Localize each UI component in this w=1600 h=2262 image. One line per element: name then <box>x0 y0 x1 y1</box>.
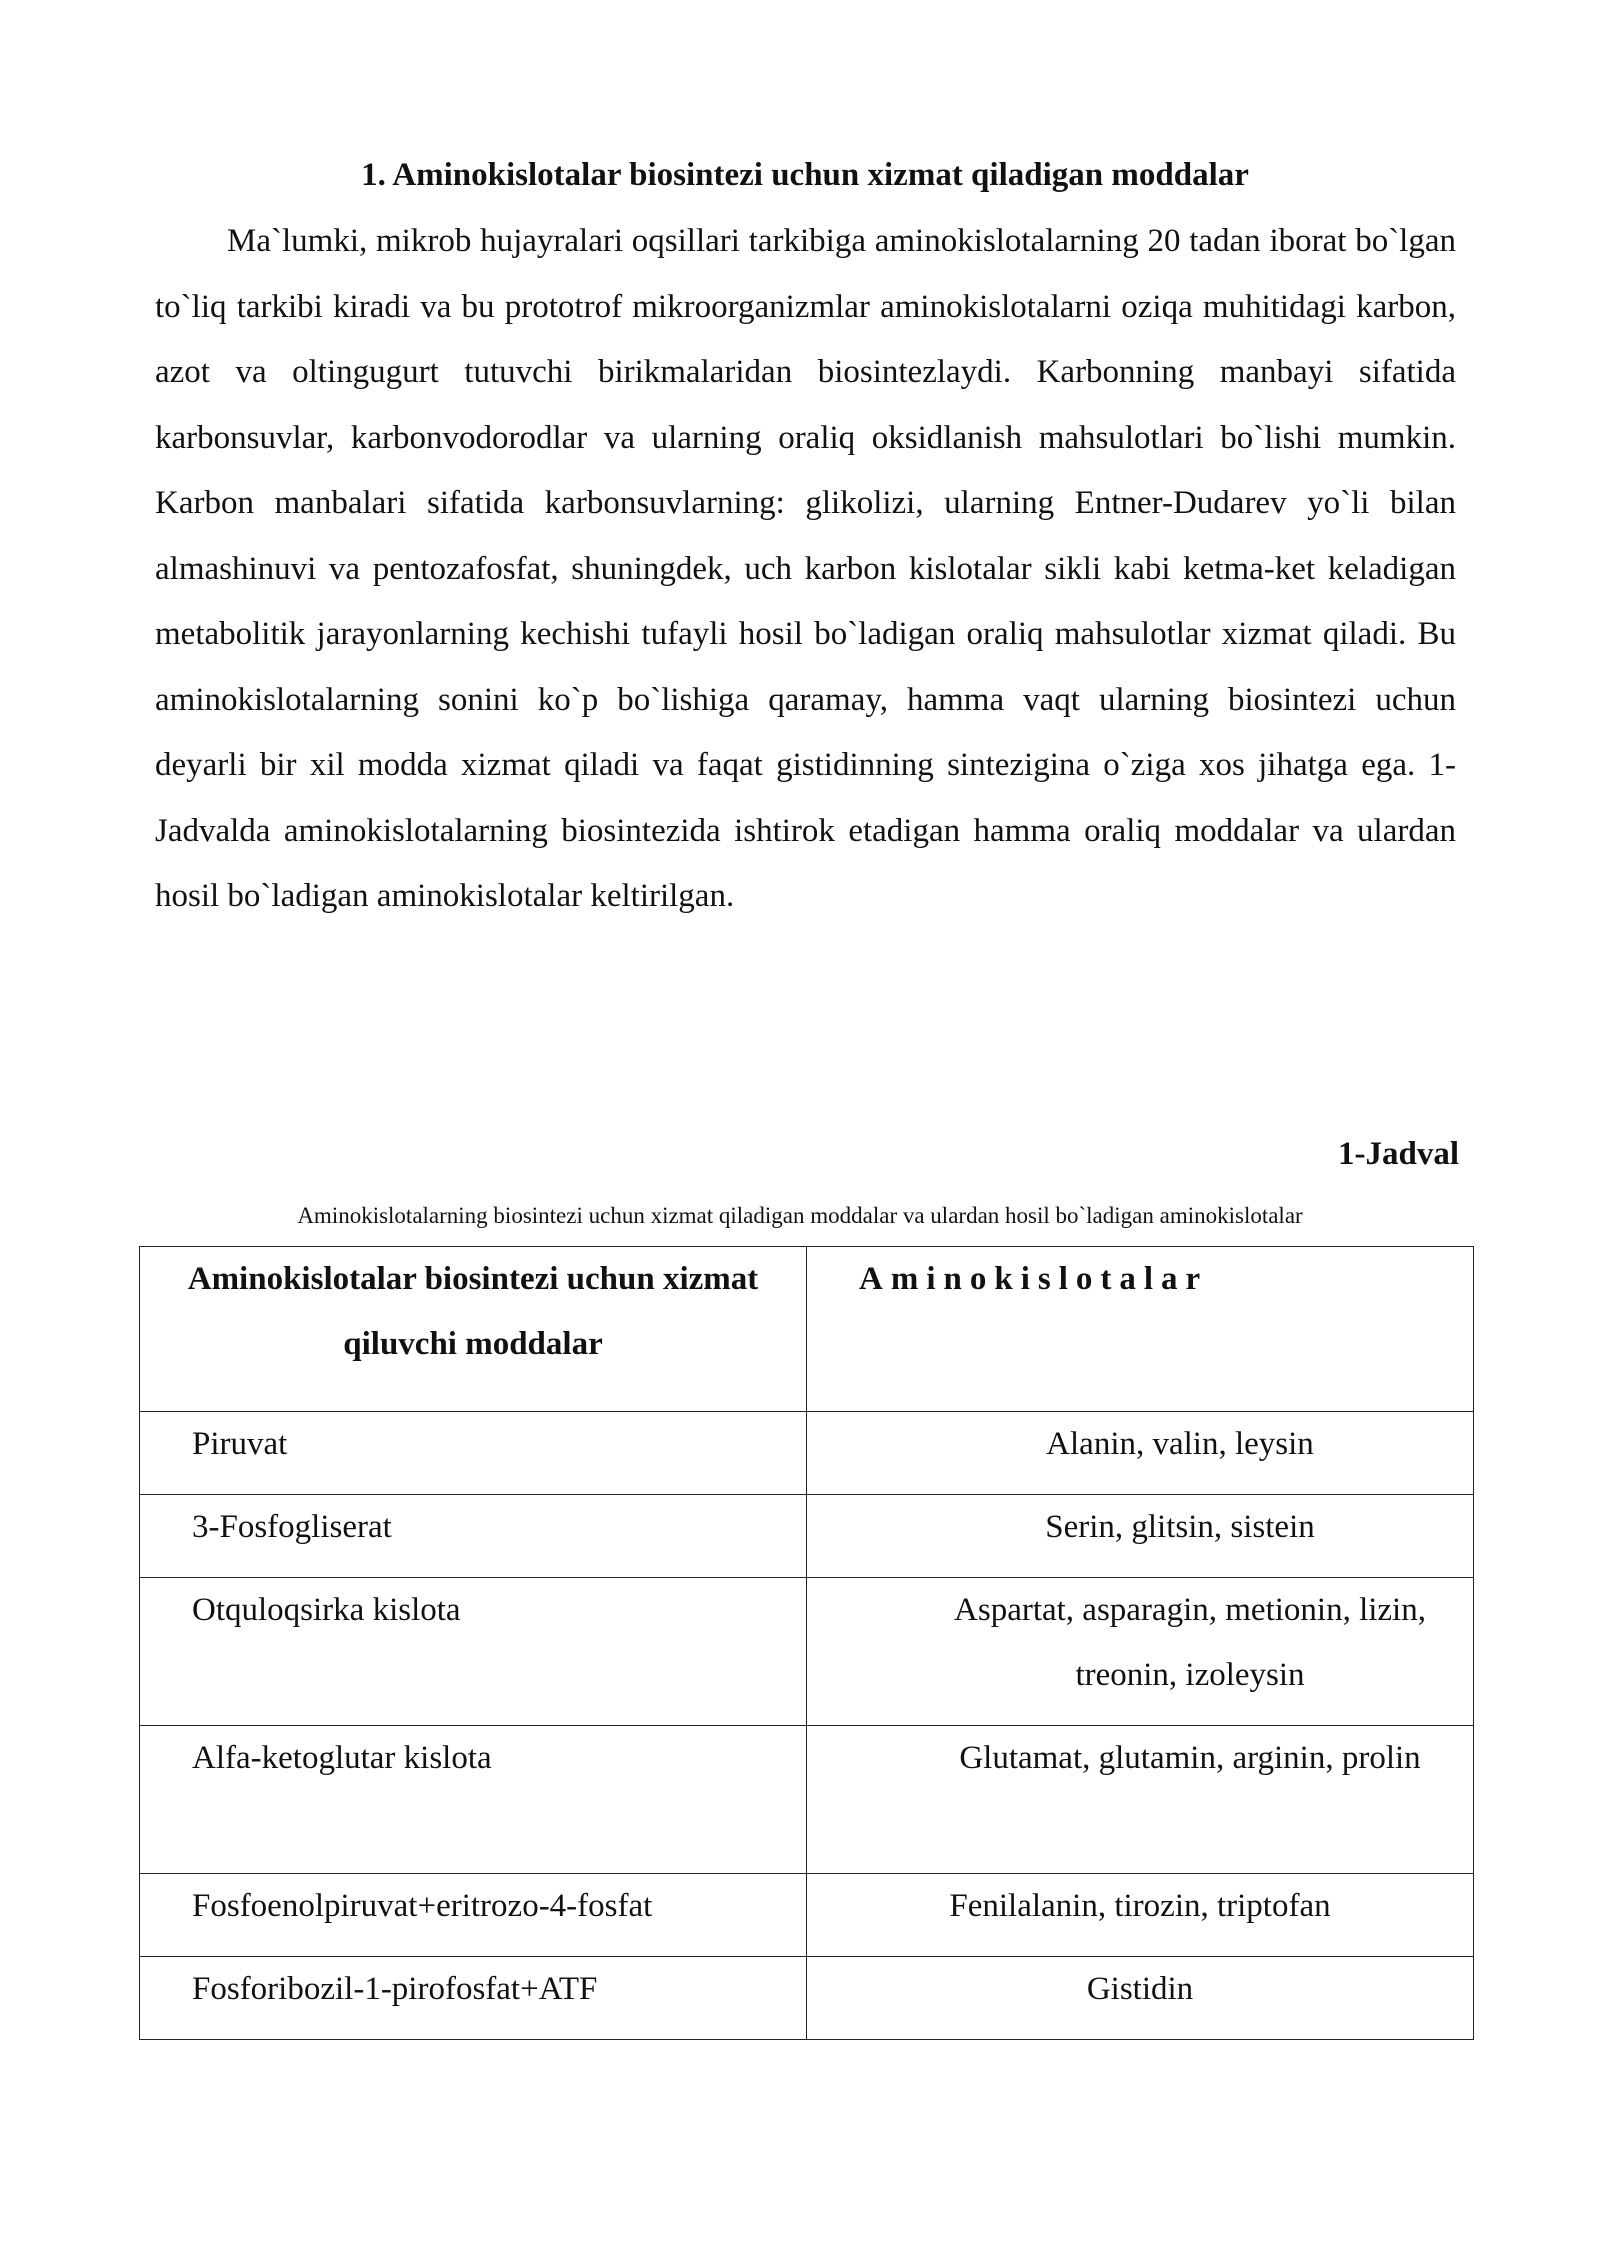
cell-amino-acids: Alanin, valin, leysin <box>807 1412 1474 1495</box>
table-row <box>140 1874 1474 1957</box>
amino-acid-table <box>139 1246 1474 2040</box>
section-heading: 1. Aminokislotalar biosintezi uchun xizmat qiladigan moddalar <box>361 157 1249 193</box>
body-paragraph: Ma`lumki, mikrob hujayralari oqsillari tarkibiga aminokislotalarning 20 tadan iborat bo`lgan to`liq tarkibi kiradi va bu prototrof mikroorganizmlar aminokislotalarni oziqa muhitidagi karbon, azot va oltingugurt tutuvchi birikmalaridan biosintezlaydi. Karbonning manbayi sifatida karbonsuvlar, karbonvodorodlar va ularning oraliq oksidlanish mahsulotlari bo`lishi mumkin. Karbon manbalari sifatida karbonsuvlarning: glikolizi, ularning Entner-Dudarev yo`li bilan almashinuvi va pentozafosfat, shuningdek, uch karbon kislotalar sikli kabi ketma-ket keladigan metabolitik jarayonlarning kechishi tufayli hosil bo`ladigan oraliq mahsulotlar xizmat qiladi. Bu aminokislotalarning sonini ko`p bo`lishiga qaramay, hamma vaqt ularning biosintezi uchun deyarli bir xil modda xizmat qiladi va faqat gistidinning sintezigina o`ziga xos jihatga ega. 1-Jadvalda aminokislotalarning biosintezida ishtirok etadigan hamma oraliq moddalar va ulardan hosil bo`ladigan aminokislotalar keltirilgan. <box>155 223 1456 914</box>
table-number: 1-Jadval <box>1337 1136 1459 1172</box>
cell-substance: 3-Fosfogliserat <box>140 1495 807 1578</box>
table-caption: Aminokislotalarning biosintezi uchun xizmat qiladigan moddalar va ulardan hosil bo`ladigan aminokislotalar <box>297 1203 1303 1228</box>
table-row <box>140 1412 1474 1495</box>
cell-amino-acids: Aspartat, asparagin, metionin, lizin, treonin, izoleysin <box>807 1578 1474 1726</box>
cell-substance: Piruvat <box>140 1412 807 1495</box>
header-amino-acids: Aminokislotalar <box>807 1247 1474 1412</box>
cell-substance: Fosforibozil-1-pirofosfat+ATF <box>140 1957 807 2040</box>
table-header-row <box>140 1247 1474 1412</box>
cell-substance: Alfa-ketoglutar kislota <box>140 1726 807 1874</box>
cell-amino-acids: Glutamat, glutamin, arginin, prolin <box>807 1726 1474 1874</box>
table-row <box>140 1726 1474 1874</box>
cell-amino-acids: Gistidin <box>807 1957 1474 2040</box>
cell-amino-acids: Serin, glitsin, sistein <box>807 1495 1474 1578</box>
table-row <box>140 1495 1474 1578</box>
cell-amino-acids: Fenilalanin, tirozin, triptofan <box>807 1874 1474 1957</box>
table-row <box>140 1578 1474 1726</box>
table-row <box>140 1957 1474 2040</box>
header-substances: Aminokislotalar biosintezi uchun xizmat qiluvchi moddalar <box>140 1247 807 1412</box>
cell-substance: Otquloqsirka kislota <box>140 1578 807 1726</box>
cell-substance: Fosfoenolpiruvat+eritrozo-4-fosfat <box>140 1874 807 1957</box>
